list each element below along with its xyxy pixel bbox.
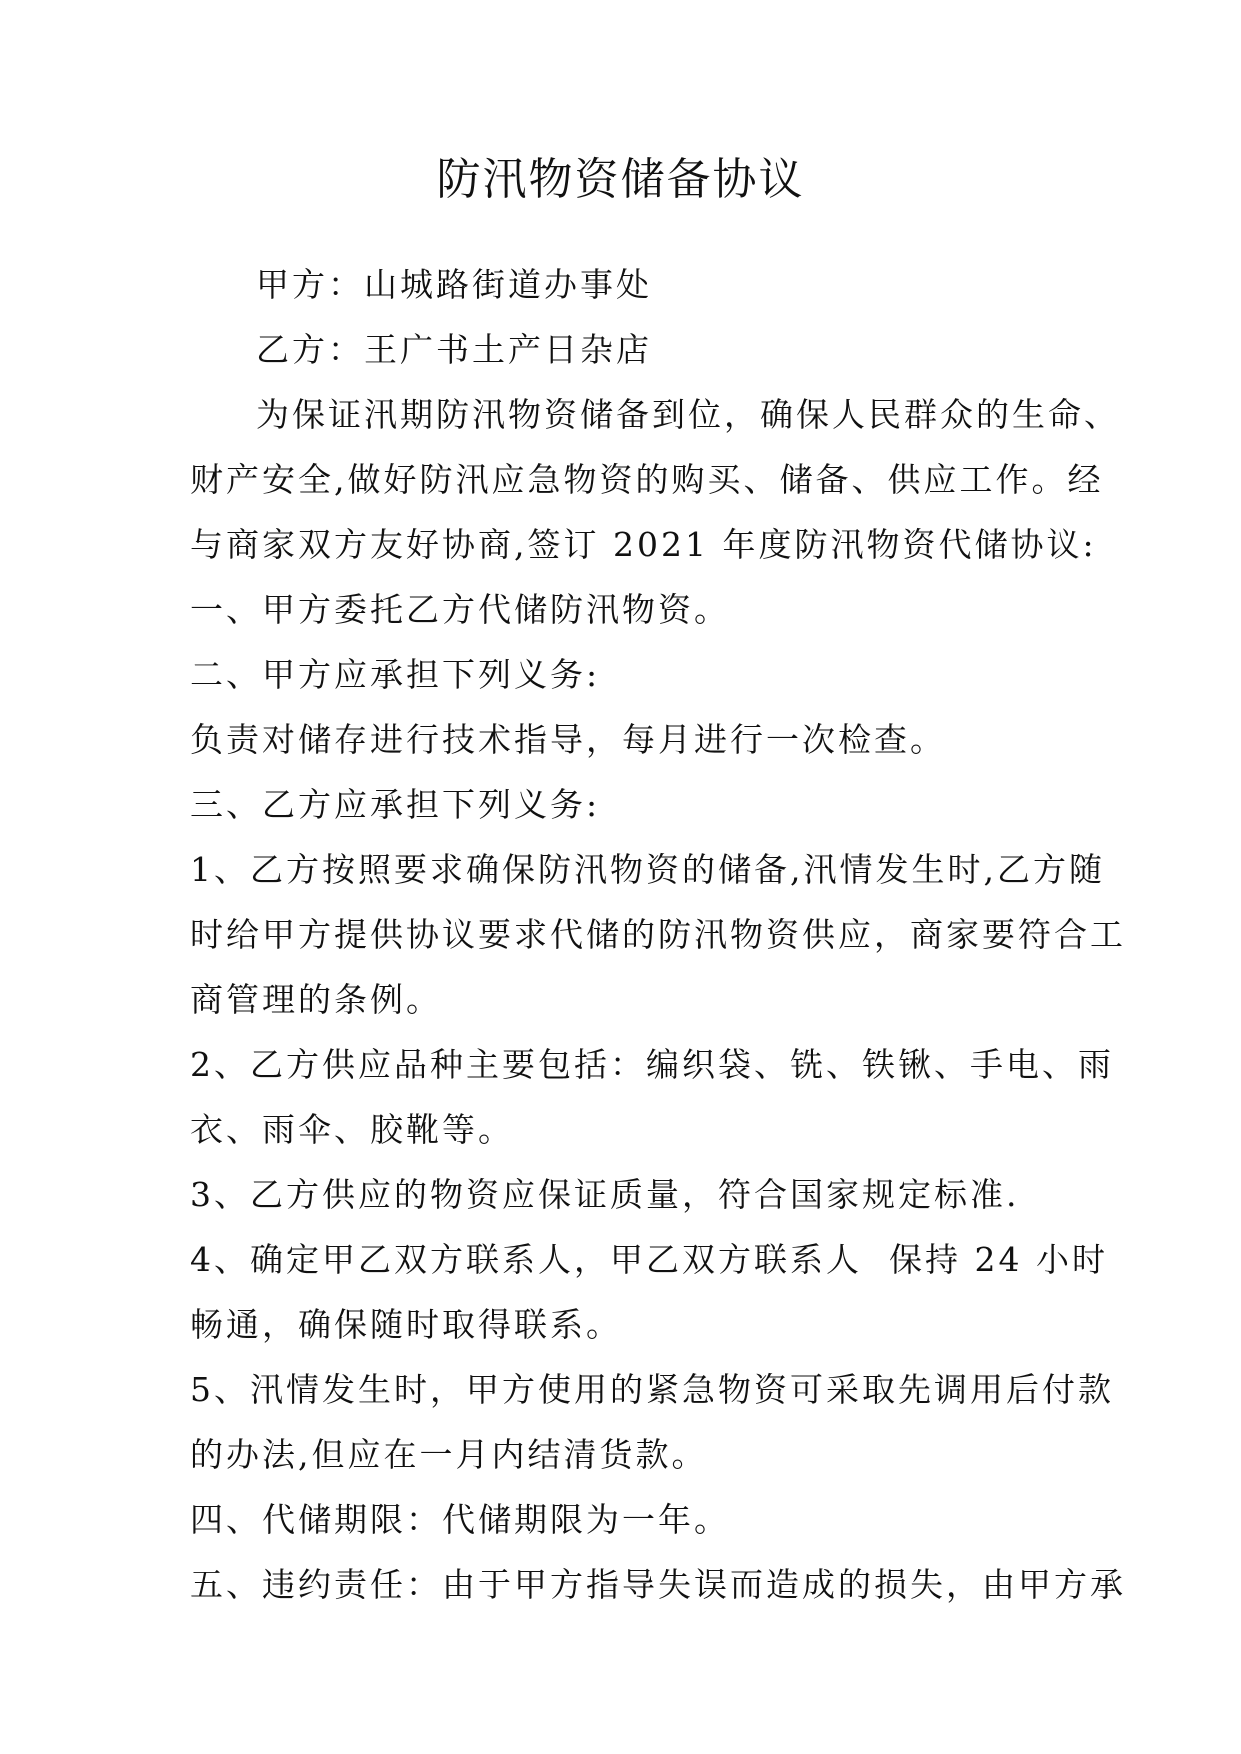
document-body xyxy=(190,252,1126,1617)
section-heading: 一、甲方委托乙方代储防汛物资。 xyxy=(190,590,730,629)
clause-line: 的办法,但应在一月内结清货款。 xyxy=(190,1435,708,1474)
paragraph-line: 与商家双方友好协商,签订 2021 年度防汛物资代储协议: xyxy=(190,525,1097,564)
party-b-line: 乙方：王广书土产日杂店 xyxy=(256,330,652,369)
clause-line: 畅通，确保随时取得联系。 xyxy=(190,1305,622,1344)
section-heading: 五、违约责任：由于甲方指导失误而造成的损失，由甲方承 xyxy=(190,1565,1126,1604)
section-heading: 四、代储期限：代储期限为一年。 xyxy=(190,1500,730,1539)
clause-line: 衣、雨伞、胶靴等。 xyxy=(190,1110,514,1149)
clause-line: 3、乙方供应的物资应保证质量，符合国家规定标准. xyxy=(190,1175,1020,1214)
paragraph-line: 财产安全,做好防汛应急物资的购买、储备、供应工作。经 xyxy=(190,460,1104,499)
section-heading: 二、甲方应承担下列义务: xyxy=(190,655,601,694)
party-a-line: 甲方：山城路街道办事处 xyxy=(256,265,652,304)
clause-line: 时给甲方提供协议要求代储的防汛物资供应，商家要符合工 xyxy=(190,915,1126,954)
clause-line: 4、确定甲乙双方联系人，甲乙双方联系人 保持 24 小时 xyxy=(190,1240,1108,1279)
paragraph-line: 负责对储存进行技术指导，每月进行一次检查。 xyxy=(190,720,946,759)
clause-line: 2、乙方供应品种主要包括：编织袋、铣、铁锹、手电、雨 xyxy=(190,1045,1114,1084)
paragraph-line: 为保证汛期防汛物资储备到位，确保人民群众的生命、 xyxy=(256,395,1120,434)
clause-line: 1、乙方按照要求确保防汛物资的储备,汛情发生时,乙方随 xyxy=(190,850,1105,889)
section-heading: 三、乙方应承担下列义务: xyxy=(190,785,601,824)
clause-line: 商管理的条例。 xyxy=(190,980,442,1019)
document-title: 防汛物资储备协议 xyxy=(436,154,805,205)
clause-line: 5、汛情发生时，甲方使用的紧急物资可采取先调用后付款 xyxy=(190,1370,1114,1409)
